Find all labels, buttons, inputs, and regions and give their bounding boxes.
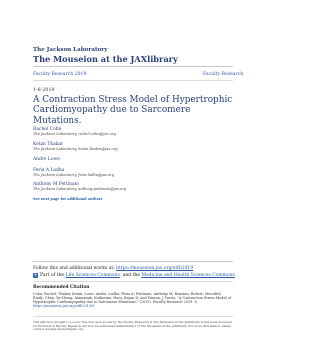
- site-title[interactable]: The Mouseion at the JAXlibrary: [33, 54, 178, 64]
- part-of-line: [33, 273, 235, 278]
- part-of-mid-text: , and the: [119, 273, 140, 278]
- follow-line: [33, 266, 193, 271]
- follow-text: Follow this and additional works at:: [33, 266, 115, 271]
- collection-link[interactable]: Faculty Research 2019: [33, 72, 87, 77]
- recommended-citation-heading: Recommended Citation: [33, 285, 90, 290]
- divider: [33, 261, 233, 262]
- plus-icon: +: [33, 273, 38, 278]
- additional-authors-link[interactable]: See next page for additional authors: [33, 197, 103, 201]
- divider: [33, 66, 233, 67]
- citation-text: Cohn, Rachel; Thakar, Ketan; Lowe, Andre; Ladha, Feria A; Pettinato, Anthony M; Romano, Robert; Meredith, Emily; Chen, Yu-Sheng; Atamanuk, Katherine; Huey, Bryan D; and Hinson, J Travis, "A Contraction Stress Model of Hypertrophic Cardiomyopathy due to Sarcomere Mutations." (2019). Faculty Research 2019. 8.: [33, 292, 231, 305]
- life-sciences-commons-link[interactable]: Life Sciences Commons: [65, 273, 120, 278]
- author-entry[interactable]: [33, 142, 118, 152]
- author-entry[interactable]: [33, 157, 60, 162]
- recommended-citation: [33, 292, 233, 308]
- author-name[interactable]: Andre Lowe: [33, 157, 60, 162]
- citation-link[interactable]: https://mouseion.jax.org/stfb2019/8: [33, 304, 95, 309]
- site-subtitle[interactable]: The Jackson Laboratory: [33, 47, 108, 53]
- author-affiliation: The Jackson Laboratory, rachel.cohn@jax.org: [33, 132, 116, 137]
- divider: [33, 316, 233, 317]
- medicine-health-commons-link[interactable]: Medicine and Health Sciences Commons: [141, 273, 235, 278]
- article-title: A Contraction Stress Model of Hypertrophic Cardiomyopathy due to Sarcomere Mutations.: [33, 95, 233, 126]
- part-of-text: Part of the: [40, 273, 65, 278]
- parent-collection-link[interactable]: Faculty Research: [203, 72, 244, 77]
- author-name[interactable]: Feria A Ladha: [33, 168, 65, 173]
- divider: [33, 281, 233, 282]
- author-name[interactable]: Anthony M Pettinato: [33, 182, 79, 187]
- author-affiliation: The Jackson Laboratory, feria.ladha@jax.org: [33, 173, 115, 178]
- publication-date: 1-8-2019: [33, 88, 55, 93]
- author-entry[interactable]: [33, 168, 114, 178]
- author-entry[interactable]: [33, 182, 126, 192]
- divider: [33, 80, 233, 81]
- author-affiliation: The Jackson Laboratory, anthony.pettinato@jax.org: [33, 187, 127, 192]
- author-name[interactable]: Rachel Cohn: [33, 127, 62, 132]
- access-notice: This article is brought to you for free and open access by the Faculty Research at The Mouseion at the JAXlibrary. It has been accepted for inclusion in Faculty Research 2019 by an authorized administrator of The Mouseion at the JAXlibrary. For more information, please contact douglas.macbeth@jax.org.: [33, 320, 232, 332]
- author-entry[interactable]: [33, 127, 116, 137]
- author-name[interactable]: Ketan Thakar: [33, 142, 64, 147]
- author-affiliation: The Jackson Laboratory, ketan.thakar@jax.org: [33, 147, 118, 152]
- follow-link[interactable]: https://mouseion.jax.org/stfb2019: [116, 266, 194, 271]
